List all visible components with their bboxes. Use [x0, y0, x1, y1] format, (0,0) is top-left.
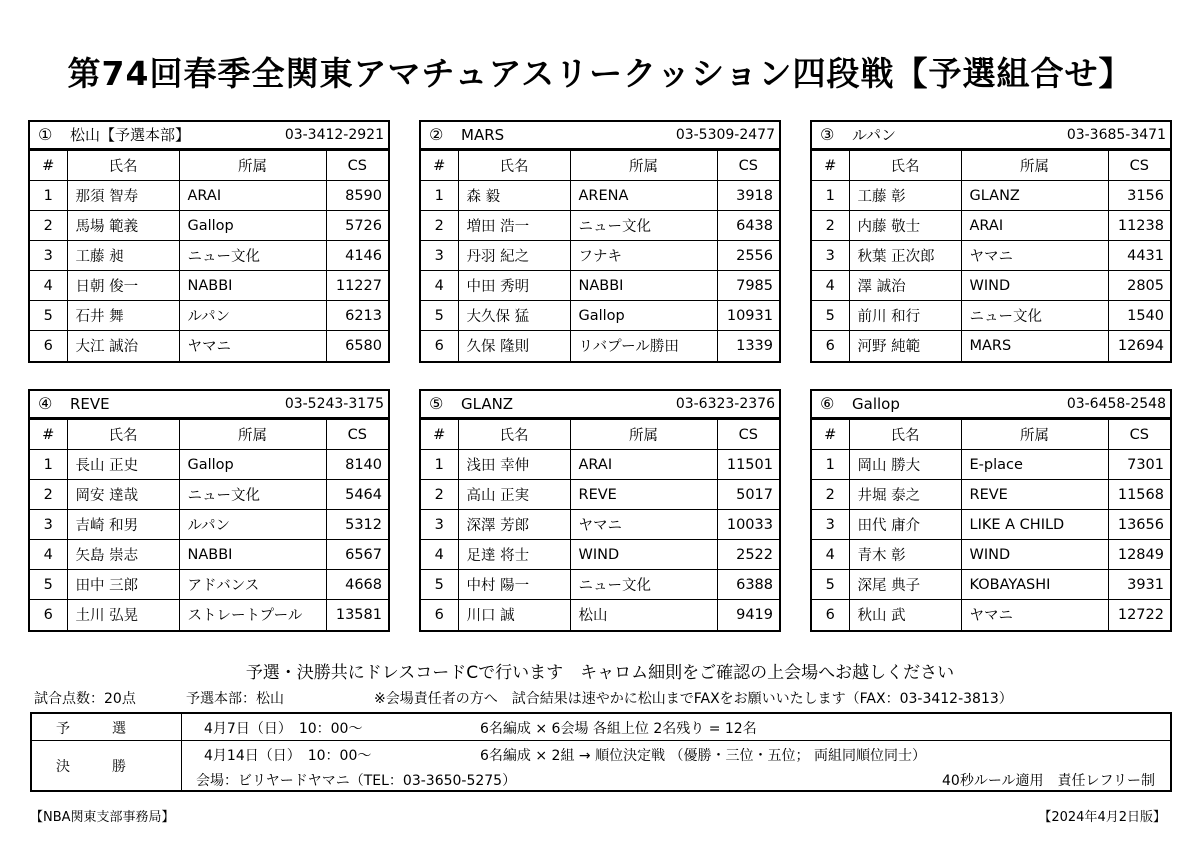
column-header: CS [717, 420, 779, 450]
group-phone: 03-5243-3175 [284, 396, 384, 412]
table-row [421, 211, 779, 241]
player-name: 矢島 崇志 [67, 540, 179, 570]
player-rank: 1 [421, 450, 458, 480]
fax-note: ※会場責任者の方へ 試合結果は速やかに松山までFAXをお願いいたします（FAX：03-3412-3813） [374, 691, 1013, 707]
page-title: 第74回春季全関東アマチュアスリークッション四段戦【予選組合せ】 [67, 54, 1133, 93]
player-cs: 8590 [326, 181, 388, 211]
player-rank: 5 [421, 570, 458, 600]
player-club: ストレートプール [179, 600, 326, 630]
player-name: 丹羽 紀之 [458, 241, 570, 271]
player-cs: 5017 [717, 480, 779, 510]
player-rank: 6 [30, 600, 67, 630]
group-header [812, 122, 1170, 150]
player-club: LIKE A CHILD [961, 510, 1108, 540]
column-header: CS [326, 151, 388, 181]
column-header: CS [717, 151, 779, 181]
player-cs: 8140 [326, 450, 388, 480]
group-1 [28, 120, 390, 363]
table-row [812, 570, 1170, 600]
column-header: 所属 [570, 151, 717, 181]
footer-version: 【2024年4月2日版】 [1038, 810, 1166, 825]
group-venue-name: ルパン [852, 126, 896, 144]
player-rank: 5 [30, 301, 67, 331]
player-cs: 6388 [717, 570, 779, 600]
player-rank: 3 [812, 241, 849, 271]
column-header: 氏名 [67, 420, 179, 450]
column-header: 氏名 [67, 151, 179, 181]
player-rank: 5 [812, 301, 849, 331]
player-name: 大久保 猛 [458, 301, 570, 331]
table-row [421, 540, 779, 570]
player-name: 井堀 泰之 [849, 480, 961, 510]
player-club: NABBI [179, 540, 326, 570]
column-header: CS [326, 420, 388, 450]
player-name: 工藤 彰 [849, 181, 961, 211]
group-header [812, 391, 1170, 419]
player-club: アドバンス [179, 570, 326, 600]
match-points: 試合点数：20点 [34, 691, 136, 707]
player-cs: 3931 [1108, 570, 1170, 600]
player-club: REVE [570, 480, 717, 510]
player-club: ルパン [179, 301, 326, 331]
player-name: 馬場 範義 [67, 211, 179, 241]
footer-office: 【NBA関東支部事務局】 [30, 810, 175, 825]
group-table [30, 150, 388, 361]
table-header-row [30, 151, 388, 181]
player-club: REVE [961, 480, 1108, 510]
table-row [812, 211, 1170, 241]
table-header-row [421, 151, 779, 181]
table-row [812, 450, 1170, 480]
column-header: # [812, 151, 849, 181]
player-club: NABBI [179, 271, 326, 301]
player-club: WIND [570, 540, 717, 570]
dress-code-notice: 予選・決勝共にドレスコードCで行います キャロム細則をご確認の上会場へお越しください [245, 663, 955, 683]
table-row [812, 540, 1170, 570]
table-row [421, 301, 779, 331]
player-cs: 6567 [326, 540, 388, 570]
player-rank: 1 [812, 450, 849, 480]
player-cs: 11238 [1108, 211, 1170, 241]
player-club: MARS [961, 331, 1108, 361]
player-rank: 2 [30, 211, 67, 241]
player-name: 内藤 敬士 [849, 211, 961, 241]
player-rank: 4 [30, 271, 67, 301]
player-club: ニュー文化 [570, 211, 717, 241]
player-cs: 6438 [717, 211, 779, 241]
table-row [421, 600, 779, 630]
group-venue-name: GLANZ [461, 395, 514, 413]
player-cs: 11501 [717, 450, 779, 480]
table-header-row [30, 420, 388, 450]
table-row [812, 181, 1170, 211]
table-header-row [812, 151, 1170, 181]
player-club: ヤマニ [570, 510, 717, 540]
player-name: 高山 正実 [458, 480, 570, 510]
table-row [812, 301, 1170, 331]
final-rule: 40秒ルール適用 責任レフリー制 [942, 773, 1155, 789]
group-5 [419, 389, 781, 632]
table-row [30, 331, 388, 361]
column-header: # [812, 420, 849, 450]
table-row [812, 271, 1170, 301]
player-cs: 2522 [717, 540, 779, 570]
group-venue-name: Gallop [852, 395, 900, 413]
player-rank: 1 [30, 181, 67, 211]
table-row [421, 480, 779, 510]
column-header: 所属 [961, 420, 1108, 450]
group-table [30, 419, 388, 630]
player-club: ARAI [179, 181, 326, 211]
player-club: ニュー文化 [570, 570, 717, 600]
player-cs: 9419 [717, 600, 779, 630]
column-header: 所属 [570, 420, 717, 450]
player-cs: 12722 [1108, 600, 1170, 630]
player-name: 秋葉 正次郎 [849, 241, 961, 271]
table-row [421, 510, 779, 540]
player-club: GLANZ [961, 181, 1108, 211]
player-name: 青木 彰 [849, 540, 961, 570]
column-header: # [30, 420, 67, 450]
player-cs: 12849 [1108, 540, 1170, 570]
group-number: ⑥ [820, 394, 835, 413]
player-cs: 6213 [326, 301, 388, 331]
column-header: CS [1108, 420, 1170, 450]
table-row [30, 450, 388, 480]
group-phone: 03-3685-3471 [1066, 127, 1166, 143]
table-row [30, 510, 388, 540]
schedule-divider-horizontal [32, 740, 1170, 741]
table-row [812, 510, 1170, 540]
player-club: ニュー文化 [179, 480, 326, 510]
player-club: ARENA [570, 181, 717, 211]
column-header: 氏名 [849, 151, 961, 181]
player-rank: 4 [812, 271, 849, 301]
player-name: 中村 陽一 [458, 570, 570, 600]
player-club: リバプール勝田 [570, 331, 717, 361]
player-name: 工藤 昶 [67, 241, 179, 271]
player-cs: 4431 [1108, 241, 1170, 271]
player-cs: 7985 [717, 271, 779, 301]
player-club: Gallop [179, 450, 326, 480]
player-name: 足達 将士 [458, 540, 570, 570]
player-cs: 4146 [326, 241, 388, 271]
table-row [812, 241, 1170, 271]
group-table [812, 419, 1170, 630]
player-club: WIND [961, 540, 1108, 570]
group-header [30, 122, 388, 150]
player-club: KOBAYASHI [961, 570, 1108, 600]
player-club: ルパン [179, 510, 326, 540]
group-table [421, 150, 779, 361]
table-header-row [421, 420, 779, 450]
player-cs: 1339 [717, 331, 779, 361]
player-rank: 4 [30, 540, 67, 570]
player-club: ヤマニ [961, 600, 1108, 630]
player-club: フナキ [570, 241, 717, 271]
prelim-label: 予 選 [56, 721, 126, 737]
column-header: 所属 [179, 151, 326, 181]
player-cs: 7301 [1108, 450, 1170, 480]
group-phone: 03-6323-2376 [675, 396, 775, 412]
player-name: 石井 舞 [67, 301, 179, 331]
player-rank: 1 [812, 181, 849, 211]
column-header: 所属 [961, 151, 1108, 181]
group-table [421, 419, 779, 630]
player-cs: 5726 [326, 211, 388, 241]
player-rank: 3 [30, 510, 67, 540]
table-row [421, 570, 779, 600]
table-row [30, 271, 388, 301]
player-rank: 5 [30, 570, 67, 600]
player-rank: 4 [421, 540, 458, 570]
prelim-date: 4月7日（日） 10：00～ [204, 721, 363, 737]
player-club: ヤマニ [961, 241, 1108, 271]
player-name: 久保 隆則 [458, 331, 570, 361]
player-cs: 2556 [717, 241, 779, 271]
player-club: NABBI [570, 271, 717, 301]
player-club: ARAI [570, 450, 717, 480]
player-name: 長山 正史 [67, 450, 179, 480]
player-rank: 6 [421, 331, 458, 361]
group-number: ② [429, 125, 444, 144]
schedule-table [30, 712, 1172, 792]
player-rank: 5 [421, 301, 458, 331]
table-row [30, 241, 388, 271]
column-header: # [421, 151, 458, 181]
table-row [30, 301, 388, 331]
group-2 [419, 120, 781, 363]
player-rank: 1 [30, 450, 67, 480]
prelim-hq: 予選本部：松山 [186, 691, 284, 707]
table-row [812, 331, 1170, 361]
player-rank: 2 [421, 480, 458, 510]
player-name: 浅田 幸伸 [458, 450, 570, 480]
group-number: ⑤ [429, 394, 444, 413]
player-name: 田代 庸介 [849, 510, 961, 540]
player-rank: 6 [30, 331, 67, 361]
player-name: 土川 弘晃 [67, 600, 179, 630]
player-cs: 11227 [326, 271, 388, 301]
column-header: CS [1108, 151, 1170, 181]
player-club: ヤマニ [179, 331, 326, 361]
player-rank: 1 [421, 181, 458, 211]
table-row [812, 600, 1170, 630]
group-phone: 03-6458-2548 [1066, 396, 1166, 412]
player-name: 那須 智寿 [67, 181, 179, 211]
player-club: Gallop [570, 301, 717, 331]
player-cs: 10033 [717, 510, 779, 540]
table-row [30, 600, 388, 630]
group-header [30, 391, 388, 419]
group-venue-name: MARS [461, 126, 505, 144]
player-cs: 13656 [1108, 510, 1170, 540]
group-6 [810, 389, 1172, 632]
final-format: 6名編成 × 2組 → 順位決定戦 （優勝・三位・五位； 両組同順位同士） [480, 748, 926, 764]
player-name: 吉崎 和男 [67, 510, 179, 540]
group-phone: 03-5309-2477 [675, 127, 775, 143]
group-table [812, 150, 1170, 361]
group-venue-name: REVE [70, 395, 110, 413]
player-rank: 2 [30, 480, 67, 510]
player-rank: 4 [421, 271, 458, 301]
player-name: 澤 誠治 [849, 271, 961, 301]
player-rank: 3 [812, 510, 849, 540]
player-rank: 3 [30, 241, 67, 271]
group-number: ④ [38, 394, 53, 413]
player-club: ニュー文化 [961, 301, 1108, 331]
player-rank: 6 [421, 600, 458, 630]
table-row [30, 570, 388, 600]
player-cs: 6580 [326, 331, 388, 361]
player-name: 秋山 武 [849, 600, 961, 630]
player-rank: 5 [812, 570, 849, 600]
column-header: 氏名 [458, 420, 570, 450]
table-row [421, 181, 779, 211]
player-name: 深澤 芳郎 [458, 510, 570, 540]
column-header: # [30, 151, 67, 181]
table-row [421, 241, 779, 271]
player-cs: 2805 [1108, 271, 1170, 301]
final-venue: 会場：ビリヤードヤマニ（TEL：03-3650-5275） [196, 773, 517, 789]
table-row [30, 540, 388, 570]
player-rank: 2 [421, 211, 458, 241]
player-name: 川口 誠 [458, 600, 570, 630]
table-row [812, 480, 1170, 510]
schedule-divider-vertical [181, 714, 182, 790]
final-label: 決 勝 [56, 759, 126, 775]
table-row [421, 271, 779, 301]
table-row [30, 211, 388, 241]
player-name: 森 毅 [458, 181, 570, 211]
column-header: 氏名 [458, 151, 570, 181]
player-cs: 5464 [326, 480, 388, 510]
player-club: 松山 [570, 600, 717, 630]
column-header: 所属 [179, 420, 326, 450]
table-row [421, 450, 779, 480]
player-name: 田中 三郎 [67, 570, 179, 600]
group-3 [810, 120, 1172, 363]
prelim-format: 6名編成 × 6会場 各組上位 2名残り = 12名 [480, 721, 757, 737]
table-row [421, 331, 779, 361]
player-name: 大江 誠治 [67, 331, 179, 361]
player-club: ニュー文化 [179, 241, 326, 271]
table-row [30, 181, 388, 211]
column-header: 氏名 [849, 420, 961, 450]
group-header [421, 122, 779, 150]
player-name: 前川 和行 [849, 301, 961, 331]
player-cs: 5312 [326, 510, 388, 540]
player-club: WIND [961, 271, 1108, 301]
player-cs: 3156 [1108, 181, 1170, 211]
player-name: 日朝 俊一 [67, 271, 179, 301]
table-header-row [812, 420, 1170, 450]
player-cs: 12694 [1108, 331, 1170, 361]
group-4 [28, 389, 390, 632]
player-rank: 3 [421, 510, 458, 540]
player-cs: 1540 [1108, 301, 1170, 331]
player-cs: 3918 [717, 181, 779, 211]
player-cs: 4668 [326, 570, 388, 600]
final-date: 4月14日（日） 10：00～ [204, 748, 372, 764]
table-row [30, 480, 388, 510]
player-name: 岡安 達哉 [67, 480, 179, 510]
player-rank: 4 [812, 540, 849, 570]
player-rank: 2 [812, 480, 849, 510]
player-name: 中田 秀明 [458, 271, 570, 301]
group-venue-name: 松山【予選本部】 [70, 126, 191, 144]
player-club: Gallop [179, 211, 326, 241]
player-rank: 3 [421, 241, 458, 271]
player-club: E-place [961, 450, 1108, 480]
group-phone: 03-3412-2921 [284, 127, 384, 143]
player-cs: 10931 [717, 301, 779, 331]
player-club: ARAI [961, 211, 1108, 241]
player-rank: 6 [812, 600, 849, 630]
group-number: ③ [820, 125, 835, 144]
player-name: 岡山 勝大 [849, 450, 961, 480]
player-name: 深尾 典子 [849, 570, 961, 600]
player-name: 河野 純範 [849, 331, 961, 361]
group-number: ① [38, 125, 53, 144]
player-rank: 6 [812, 331, 849, 361]
player-rank: 2 [812, 211, 849, 241]
group-header [421, 391, 779, 419]
column-header: # [421, 420, 458, 450]
player-cs: 11568 [1108, 480, 1170, 510]
player-cs: 13581 [326, 600, 388, 630]
player-name: 増田 浩一 [458, 211, 570, 241]
